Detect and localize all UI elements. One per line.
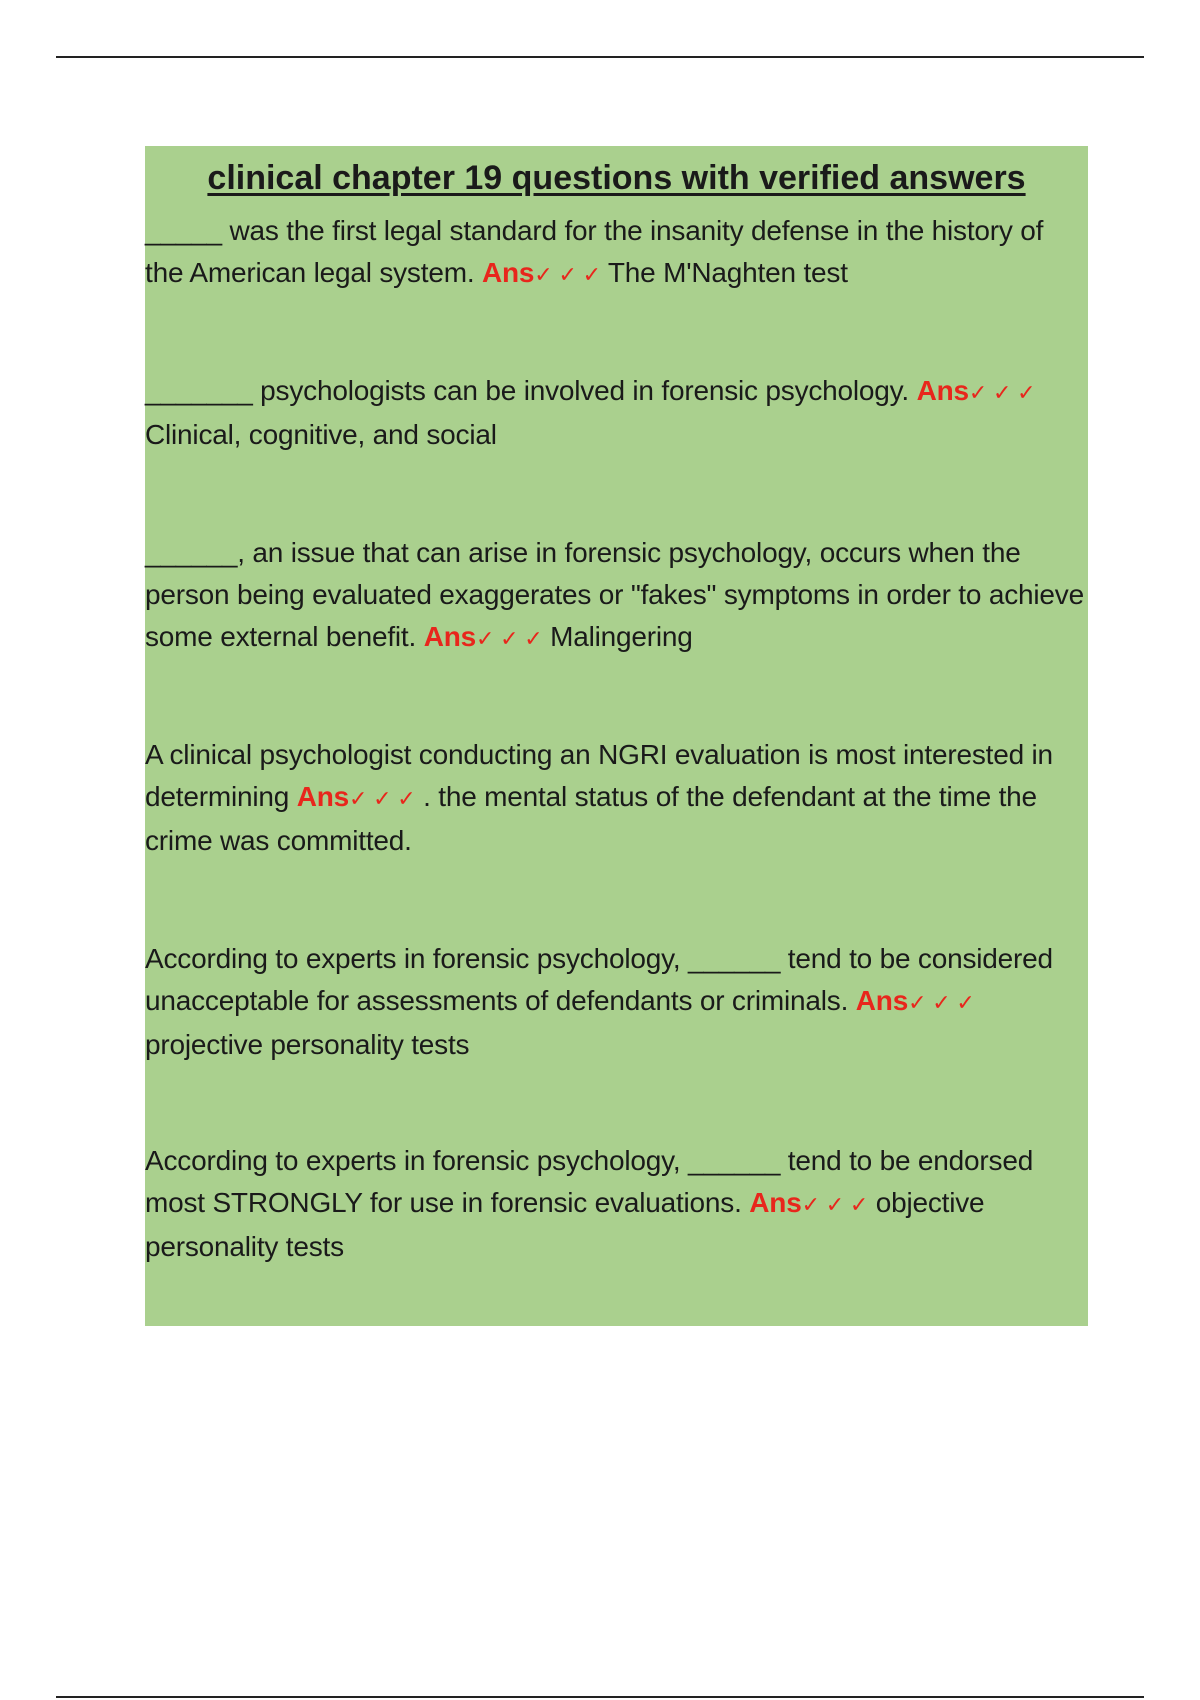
question-text: According to experts in forensic psychology, ______ tend to be considered unacceptable for assessments of defendants or criminals. — [145, 943, 1053, 1016]
question-text: According to experts in forensic psychology, ______ tend to be endorsed most STRONGLY for use in forensic evaluations. — [145, 1145, 1034, 1218]
qa-item-3 — [145, 532, 1088, 660]
bottom-rule — [56, 1696, 1144, 1698]
check-marks-icon: ✓ ✓ ✓ — [908, 990, 975, 1015]
qa-item-6 — [145, 1140, 1088, 1268]
qa-item-1 — [145, 210, 1088, 296]
answer-text: . the mental status of the defendant at the time the crime was committed. — [145, 781, 1037, 856]
answer-text: Clinical, cognitive, and social — [145, 419, 497, 450]
check-marks-icon: ✓ ✓ ✓ — [534, 262, 601, 287]
question-text: ______, an issue that can arise in forensic psychology, occurs when the person being evaluated exaggerates or "fakes" symptoms in order to achieve some external benefit. — [145, 537, 1084, 652]
document-title: clinical chapter 19 questions with verified answers — [207, 159, 1026, 197]
answer-text: The M'Naghten test — [607, 257, 848, 288]
check-marks-icon: ✓ ✓ ✓ — [475, 626, 543, 651]
check-marks-icon: ✓ ✓ ✓ — [349, 786, 416, 811]
answer-marker: Ans — [749, 1187, 802, 1218]
question-text: _____ was the first legal standard for the insanity defense in the history of the American legal system. — [145, 215, 1044, 288]
qa-item-2 — [145, 370, 1088, 456]
answer-marker: Ans — [423, 621, 476, 652]
answer-text: objective personality tests — [145, 1187, 985, 1262]
answer-marker: Ans — [482, 257, 535, 288]
question-text: _______ psychologists can be involved in forensic psychology. — [145, 375, 909, 406]
qa-item-4 — [145, 734, 1088, 862]
answer-marker: Ans — [916, 375, 969, 406]
qa-panel — [145, 146, 1088, 1326]
qa-item-5 — [145, 938, 1088, 1066]
answer-text: projective personality tests — [145, 1029, 470, 1060]
answer-marker: Ans — [855, 985, 909, 1016]
check-marks-icon: ✓ ✓ ✓ — [801, 1192, 869, 1217]
top-rule — [56, 56, 1144, 58]
question-text: A clinical psychologist conducting an NGRI evaluation is most interested in determining — [145, 739, 1053, 812]
check-marks-icon: ✓ ✓ ✓ — [968, 380, 1036, 405]
answer-marker: Ans — [296, 781, 349, 812]
answer-text: Malingering — [550, 621, 693, 652]
